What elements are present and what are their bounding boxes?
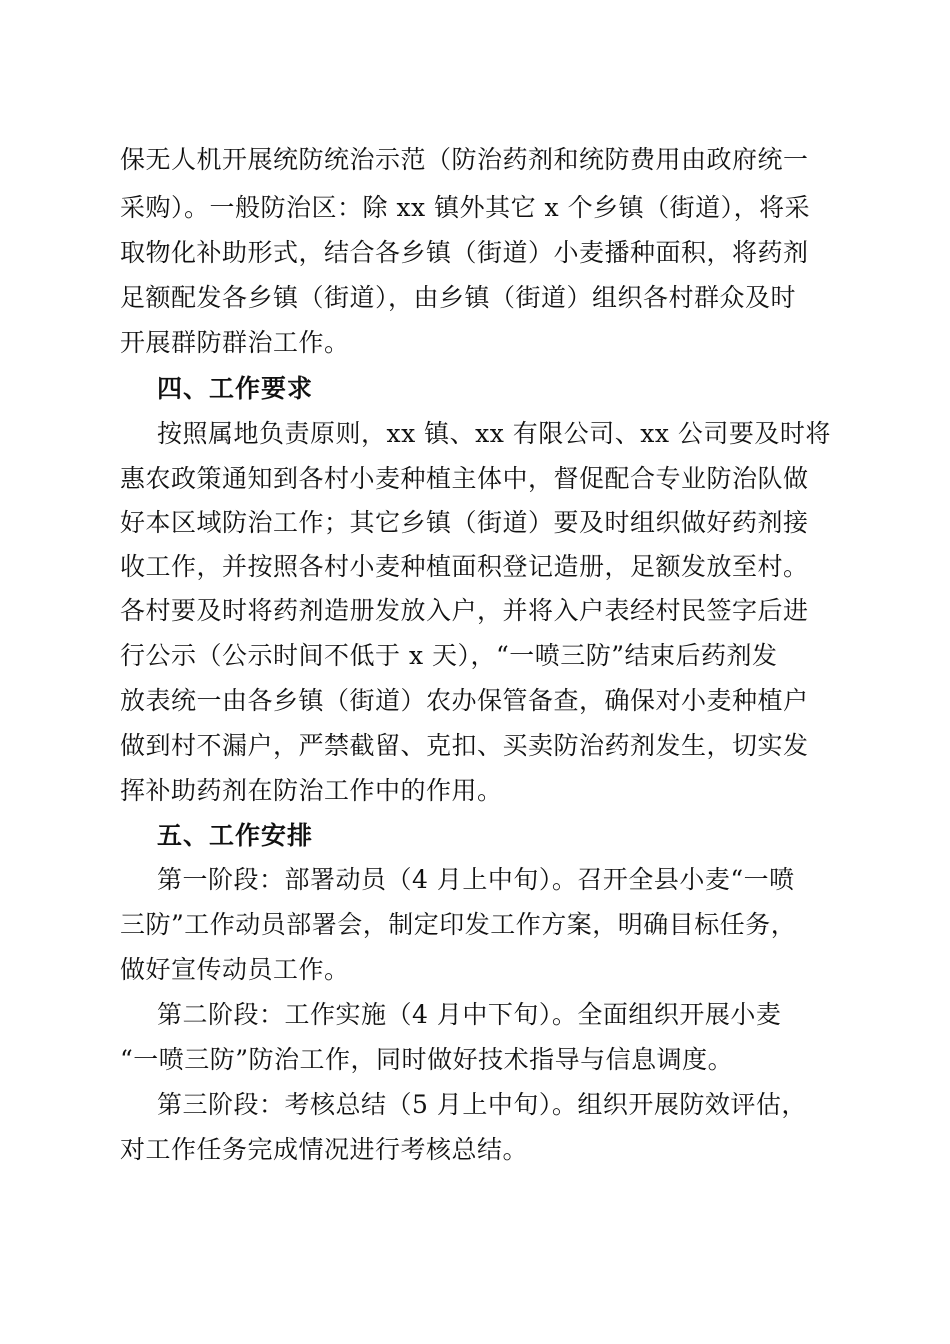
body-text-line: 保无人机开展统防统治示范（防治药剂和统防费用由政府统一: [120, 145, 809, 174]
body-text-line: 好本区域防治工作；其它乡镇（街道）要及时组织做好药剂接: [120, 508, 809, 537]
section-heading: 五、工作安排: [157, 821, 314, 850]
body-text-line: 取物化补助形式，结合各乡镇（街道）小麦播种面积，将药剂: [120, 238, 809, 267]
body-text-line: 对工作任务完成情况进行考核总结。: [120, 1135, 529, 1164]
paragraph-first-line: 第二阶段：工作实施（4 月中下旬）。全面组织开展小麦: [157, 1000, 782, 1029]
paragraph-first-line: 第三阶段：考核总结（5 月上中旬）。组织开展防效评估，: [157, 1090, 807, 1119]
body-text-line: 采购）。一般防治区：除 xx 镇外其它 x 个乡镇（街道），将采: [120, 193, 811, 222]
body-text-line: 挥补助药剂在防治工作中的作用。: [120, 776, 503, 805]
body-text-line: 做到村不漏户，严禁截留、克扣、买卖防治药剂发生，切实发: [120, 731, 809, 760]
body-text-line: 三防”工作动员部署会，制定印发工作方案，明确目标任务，: [120, 910, 797, 939]
body-text-line: 放表统一由各乡镇（街道）农办保管备查，确保对小麦种植户: [120, 686, 809, 715]
section-heading: 四、工作要求: [157, 374, 314, 403]
paragraph-first-line: 按照属地负责原则，xx 镇、xx 有限公司、xx 公司要及时将: [157, 419, 831, 448]
body-text-line: 惠农政策通知到各村小麦种植主体中，督促配合专业防治队做: [120, 464, 809, 493]
body-text-line: 收工作，并按照各村小麦种植面积登记造册，足额发放至村。: [120, 552, 809, 581]
body-text-line: 各村要及时将药剂造册发放入户，并将入户表经村民签字后进: [120, 596, 809, 625]
body-text-line: 做好宣传动员工作。: [120, 955, 350, 984]
body-text-line: 开展群防群治工作。: [120, 328, 350, 357]
body-text-line: 足额配发各乡镇（街道），由乡镇（街道）组织各村群众及时: [120, 283, 797, 312]
paragraph-first-line: 第一阶段：部署动员（4 月上中旬）。召开全县小麦“一喷: [157, 865, 795, 894]
body-text-line: 行公示（公示时间不低于 x 天），“一喷三防”结束后药剂发: [120, 641, 778, 670]
body-text-line: “一喷三防”防治工作，同时做好技术指导与信息调度。: [120, 1045, 734, 1074]
